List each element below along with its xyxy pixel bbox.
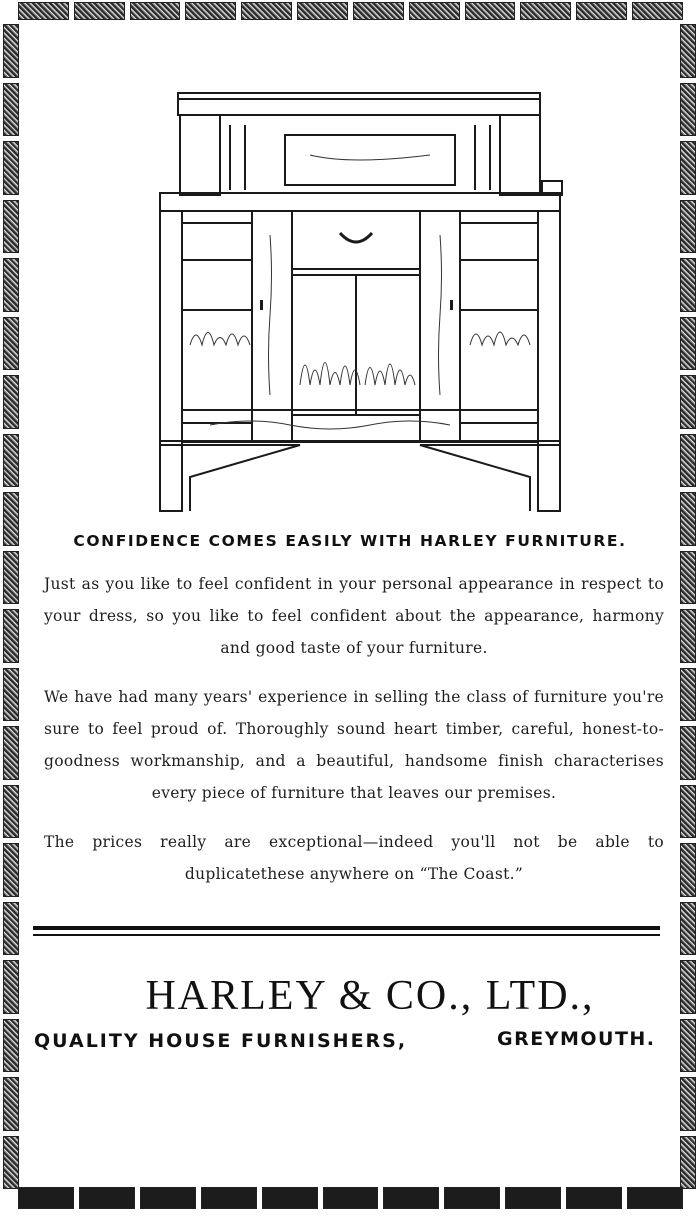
decorative-border-bottom (18, 1187, 683, 1209)
headline: CONFIDENCE COMES EASILY WITH HARLEY FURNITURE. (73, 532, 627, 550)
divider-thin (33, 934, 660, 936)
decorative-border-left (3, 24, 19, 1189)
company-name: HARLEY & CO., LTD., (145, 973, 595, 1019)
location: GREYMOUTH. (497, 1028, 656, 1050)
divider-thick (33, 926, 660, 930)
body-paragraph-2: We have had many years' experience in selling the class of furniture you're sure to feel proud of. Thoroughly sound heart timber, careful, honest-to-goodness workmanship, and a beautiful, handsome finish characterises every piece of furniture that leaves our premises. (44, 688, 664, 802)
body-paragraph-3: The prices really are exceptional—indeed you'll not be able to duplicatethese anywhere on “The Coast.” (44, 833, 664, 883)
body-paragraph-1: Just as you like to feel confident in your personal appearance in respect to your dress, so you like to feel confident about the appearance, harmony and good taste of your furniture. (44, 575, 664, 657)
washstand-illustration (150, 85, 570, 515)
tagline: QUALITY HOUSE FURNISHERS, (34, 1030, 408, 1052)
decorative-border-right (680, 24, 696, 1189)
decorative-border-top (18, 2, 683, 20)
